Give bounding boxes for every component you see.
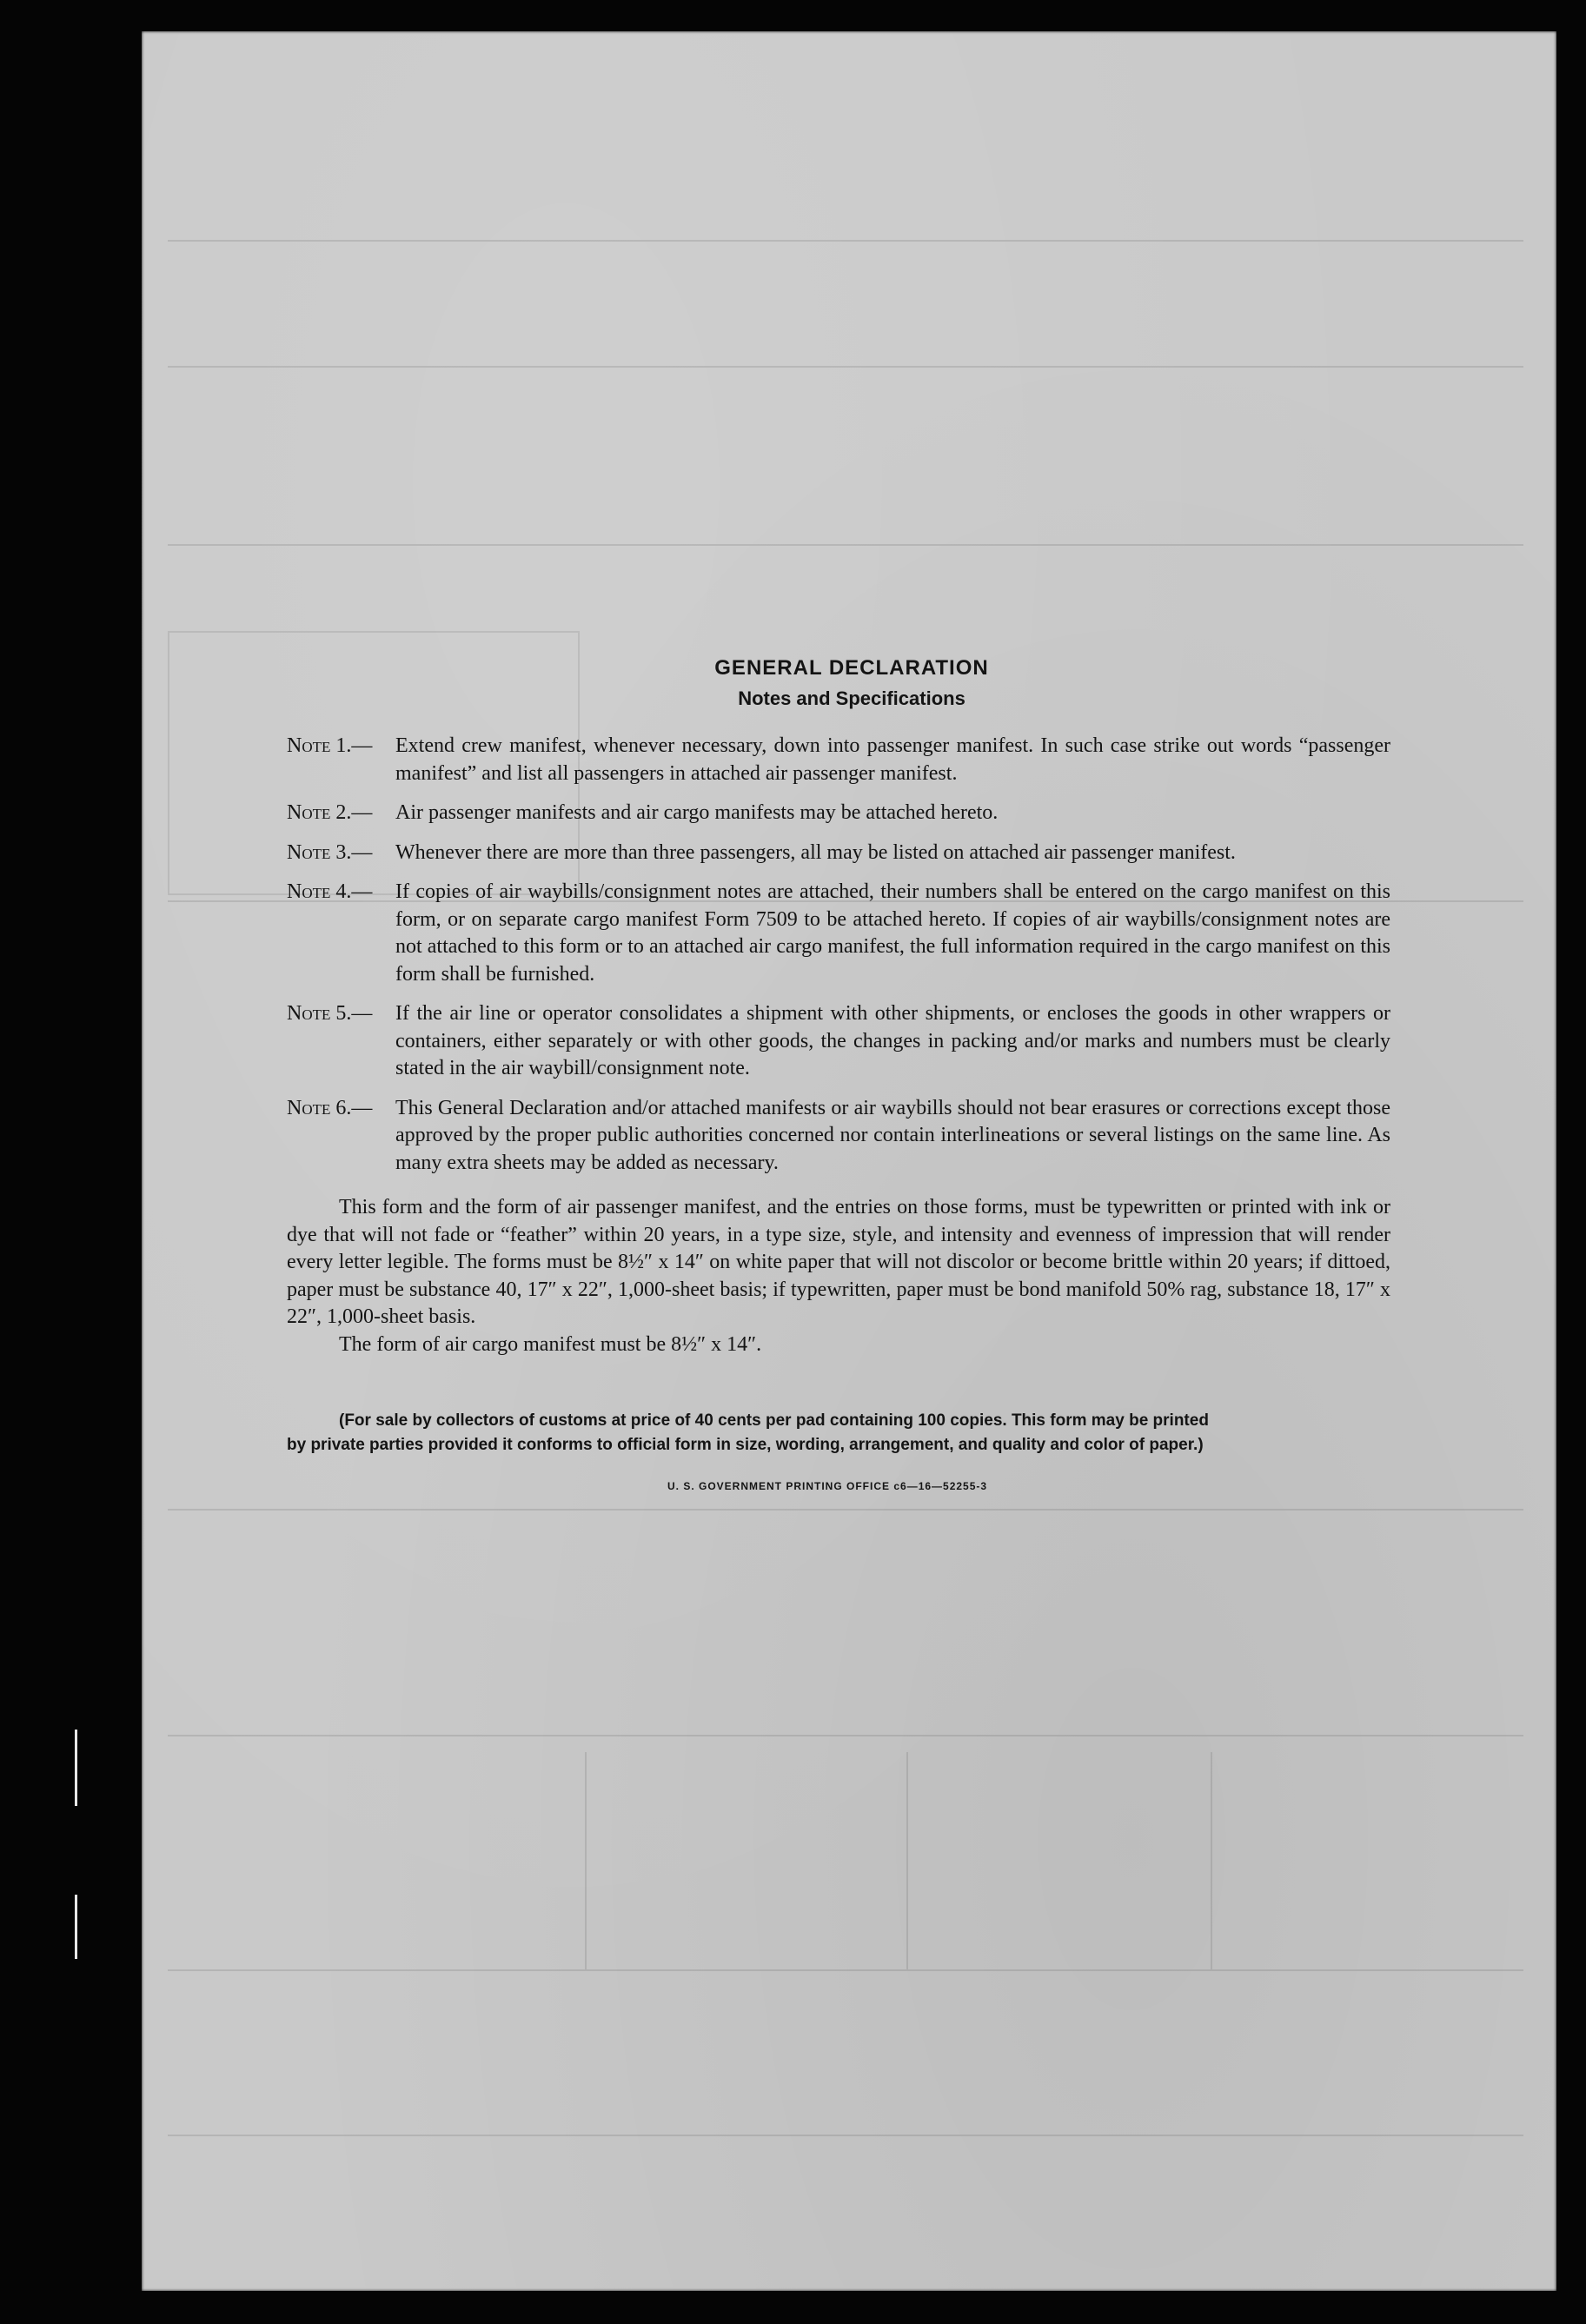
bleed-through-line xyxy=(168,544,1523,546)
note-text: If the air line or operator consolidates a shipment with other shipments, or encloses the goods in other wrappers or containers, either separately or with other goods, the changes in packing and/or marks and numbers must be clearly stated in the air waybill/consignment note. xyxy=(395,1002,1390,1079)
note-label: Note 6.— xyxy=(287,1096,373,1119)
bleed-through-line xyxy=(168,1969,1523,1971)
note-6 xyxy=(287,1095,1390,1178)
note-label: Note 5.— xyxy=(287,1002,373,1025)
film-edge-mark xyxy=(75,1895,77,1959)
bleed-through-line xyxy=(1211,1752,1212,1969)
sale-notice-line: by private parties provided it conforms to official form in size, wording, arrangement, and quality and color of paper.) xyxy=(287,1436,1204,1454)
note-2 xyxy=(287,800,1390,827)
note-label: Note 4.— xyxy=(287,880,373,903)
note-4 xyxy=(287,879,1390,988)
note-1 xyxy=(287,733,1390,787)
bleed-through-line xyxy=(168,1509,1523,1511)
page-subtitle: Notes and Specifications xyxy=(738,687,966,709)
note-text: Extend crew manifest, whenever necessary, down into passenger manifest. In such case strike out words “passenger manifest” and list all passengers in attached air passenger manifest. xyxy=(395,734,1390,785)
bleed-through-line xyxy=(168,1735,1523,1736)
note-5 xyxy=(287,1000,1390,1083)
note-text: Air passenger manifests and air cargo manifests may be attached hereto. xyxy=(395,801,999,824)
bleed-through-line xyxy=(168,2135,1523,2136)
note-text: If copies of air waybills/consignment notes are attached, their numbers shall be entered on the cargo manifest on this form, or on separate cargo manifest Form 7509 to be attached hereto. If copies of air waybills/consignment notes are not attached to this form or to an attached air cargo manifest, the full information required in the cargo manifest on this form shall be furnished. xyxy=(395,880,1390,986)
note-label: Note 3.— xyxy=(287,840,373,864)
note-3 xyxy=(287,840,1390,867)
note-label: Note 1.— xyxy=(287,734,373,757)
notes-and-specifications xyxy=(287,656,1390,1492)
cargo-manifest-size-paragraph: The form of air cargo manifest must be 8½″ x 14″. xyxy=(339,1332,762,1356)
printing-office-imprint: U. S. GOVERNMENT PRINTING OFFICE c6—16—52255-3 xyxy=(667,1480,988,1492)
page-title: GENERAL DECLARATION xyxy=(714,656,989,680)
note-text: Whenever there are more than three passengers, all may be listed on attached air passenger manifest. xyxy=(395,840,1236,864)
bleed-through-line xyxy=(585,1752,587,1969)
note-label: Note 2.— xyxy=(287,801,373,824)
bleed-through-line xyxy=(168,240,1523,242)
note-text: This General Declaration and/or attached manifests or air waybills should not bear erasures or corrections except those approved by the proper public authorities concerned nor contain interlineations or several listings on the same line. As many extra sheets may be added as necessary. xyxy=(395,1096,1390,1174)
bleed-through-line xyxy=(168,366,1523,368)
film-edge-mark xyxy=(75,1730,77,1806)
sale-notice xyxy=(287,1409,1390,1457)
form-specification-paragraph: This form and the form of air passenger manifest, and the entries on those forms, must be typewritten or printed with ink or dye that will not fade or “feather” within 20 years, in a type size, style, and intensity and evenness of impression that will render every letter legible. The forms must be 8½″ x 14″ on white paper that will not discolor or become brittle within 20 years; if dittoed, paper must be substance 40, 17″ x 22″, 1,000-sheet basis; if typewritten, paper must be bond manifold 50% rag, substance 18, 17″ x 22″, 1,000-sheet basis. xyxy=(287,1196,1390,1328)
document-page xyxy=(142,31,1556,2291)
sale-notice-line: (For sale by collectors of customs at price of 40 cents per pad containing 100 copies. This form may be printed xyxy=(339,1411,1209,1430)
bleed-through-line xyxy=(906,1752,908,1969)
